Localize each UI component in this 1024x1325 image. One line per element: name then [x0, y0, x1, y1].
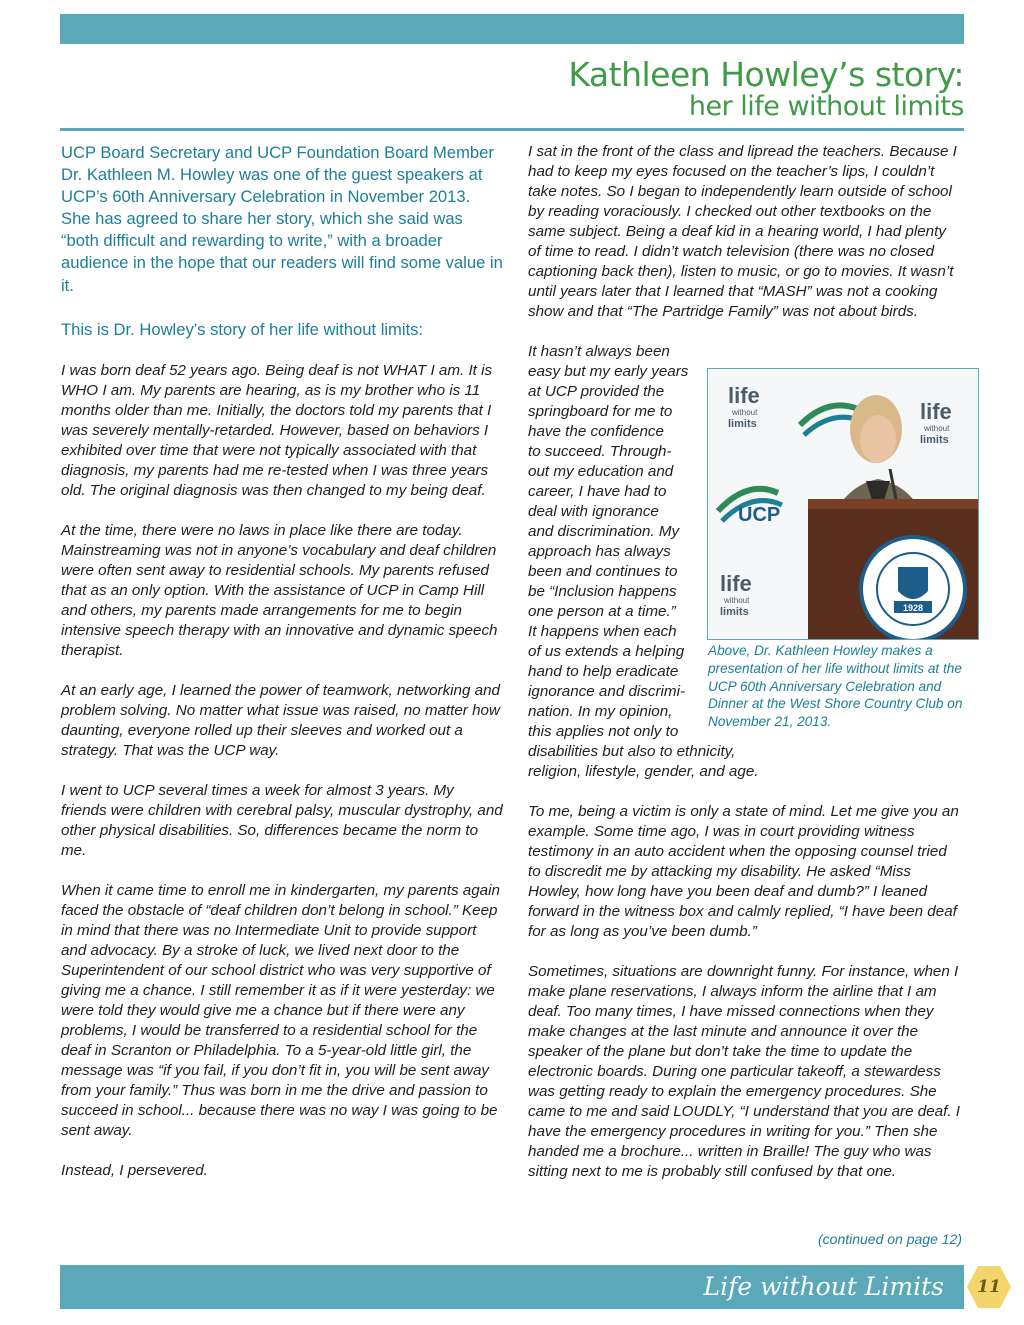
story-paragraph: Instead, I persevered.: [61, 1161, 208, 1179]
title-line-1: Kathleen Howley’s story:: [568, 55, 964, 94]
banner-limits-text: limits: [728, 418, 757, 430]
intro-paragraph: UCP Board Secretary and UCP Foundation Board Member Dr. Kathleen M. Howley was one of the guest speakers at UCP’s 60th Anniversary Celebration in November 2013. She has agreed to share her story, which she said was “both difficult and rewarding to write,” with a broader audience in the hope that our readers will find some value in it.: [61, 143, 503, 295]
wrapped-line: out my education and: [528, 463, 674, 480]
wrapped-line: one person at a time.”: [528, 603, 676, 620]
continued-note: (continued on page 12): [818, 1231, 962, 1247]
wrapped-line: easy but my early years: [528, 363, 689, 380]
story-paragraph: At the time, there were no laws in place like there are today. Mainstreaming was not in anyone’s vocabulary and deaf children were often sent away to residential schools. My parents refused that as an only option. With the assistance of UCP in Camp Hill and others, my parents made arrangements for me to begin intensive speech therapy with an innovative and dynamic speech therapist.: [61, 521, 498, 659]
wrapped-line: and discrimination. My: [528, 523, 680, 540]
wrapped-line: have the confidence: [528, 423, 664, 440]
title-line-2: her life without limits: [688, 90, 964, 122]
page-number: 11: [977, 1277, 1001, 1297]
wrapped-line: of us extends a helping: [528, 643, 685, 660]
wrapped-line: deal with ignorance: [528, 503, 659, 520]
story-paragraph: When it came time to enroll me in kindergarten, my parents again faced the obstacle of “deaf children don’t belong in school.” Keep in mind that there was no Intermediate Unit to provide support and advocacy. By a stroke of luck, we lived next door to the Superintendent of our school district who was very supportive of giving me a chance. I still remember it as if it were yesterday: we were told they would give me a chance but if there were any problems, I would be transferred to a residential school for the deaf in Scranton or Philadelphia. To a 5-year-old little girl, the message was “if you fail, if you don’t fit in, you will be sent away from your family.” Thus was born in me the drive and passion to succeed in school... because there was no way I was going to be sent away.: [61, 881, 500, 1139]
banner-limits-text: limits: [720, 606, 749, 618]
banner-life-text: life: [920, 399, 952, 424]
banner-without-text: without: [732, 408, 758, 417]
seal-year: 1928: [902, 603, 924, 613]
wrapped-line: approach has always: [528, 543, 671, 560]
publication-name: Life without Limits: [703, 1272, 944, 1301]
wrapped-line: nation. In my opinion,: [528, 703, 673, 720]
wrapped-line: disabilities but also to ethnicity,: [528, 743, 736, 760]
banner-without-text: without: [924, 424, 950, 433]
story-paragraph: I was born deaf 52 years ago. Being deaf is not WHAT I am. It is WHO I am. My parents are hearing, as is my brother who is 11 months older than me. Initially, the doctors told my parents that I was severely mentally-retarded. However, based on behaviors I exhibited over time that were not typically associated with that diagnosis, my parents had me re-tested when I was three years old. The original diagnosis was then changed to my being deaf.: [61, 361, 493, 499]
wrapped-line: this applies not only to: [528, 723, 679, 740]
wrapped-line: been and continues to: [528, 563, 678, 580]
photo-caption: Above, Dr. Kathleen Howley makes a presentation of her life without limits at the UCP 60th Anniversary Celebration and Dinner at the West Shore Country Club on November 21, 2013.: [708, 643, 963, 730]
speaker-photo-illustration: [708, 369, 978, 639]
wrapped-line: It happens when each: [528, 623, 677, 640]
wrapped-line: It hasn’t always been: [528, 343, 670, 360]
banner-life-text: life: [728, 383, 760, 408]
story-paragraph: I sat in the front of the class and lipread the teachers. Because I had to keep my eyes focused on the teacher’s lips, I couldn’t take notes. So I began to independently learn outside of school by reading voraciously. I checked out other textbooks on the same subject. Being a deaf kid in a hearing world, I had plenty of time to read. I didn’t watch television (there was no closed captioning back then), listen to music, or go to movies. It wasn’t until years later that I learned that “MASH” was not a cooking show and that “The Partridge Family” was not about birds.: [528, 143, 957, 320]
banner-without-text: without: [724, 596, 750, 605]
wrapped-line: be “Inclusion happens: [528, 583, 677, 600]
wrapped-line: at UCP provided the: [528, 383, 665, 400]
banner-limits-text: limits: [920, 434, 949, 446]
article-title: [568, 55, 964, 122]
wrapped-line: religion, lifestyle, gender, and age.: [528, 763, 759, 780]
ucp-logo-text: UCP: [738, 504, 781, 526]
story-paragraph: At an early age, I learned the power of teamwork, networking and problem solving. No matter what issue was raised, no matter how daunting, everyone rolled up their sleeves and worked out a strategy. That was the UCP way.: [61, 681, 500, 759]
wrapped-line: hand to help eradicate: [528, 663, 679, 680]
wrapped-line: to succeed. Through-: [528, 443, 672, 460]
wrapped-line: springboard for me to: [528, 403, 673, 420]
banner-life-text: life: [720, 571, 752, 596]
wrapped-line: ignorance and discrimi-: [528, 683, 686, 700]
intro-lead-in: This is Dr. Howley’s story of her life without limits:: [61, 319, 424, 339]
left-column: [61, 142, 503, 1201]
story-paragraph: I went to UCP several times a week for almost 3 years. My friends were children with cerebral palsy, muscular dystrophy, and other physical disabilities. So, differences became the norm to me.: [61, 781, 503, 859]
header-bar: [60, 14, 964, 44]
wrapped-line: career, I have had to: [528, 483, 667, 500]
story-paragraph: Sometimes, situations are downright funny. For instance, when I make plane reservations, I always inform the airline that I am deaf. Too many times, I have missed connections when they make changes at the last minute and announce it over the speaker of the plane but don’t take the time to update the electronic boards. During one particular takeoff, a stewardess was getting ready to explain the emergency procedures. She came to me and said LOUDLY, “I understand that you are deaf. I have the emergency procedures in writing for you.” Then she handed me a brochure... written in Braille! The guy who was sitting next to me is probably still confused by that one.: [528, 963, 960, 1180]
title-divider: [60, 128, 964, 131]
speaker-photo: [707, 368, 979, 640]
story-paragraph: To me, being a victim is only a state of mind. Let me give you an example. Some time ago, I was in court providing witness testimony in an auto accident when the opposing counsel tried to discredit me by attacking my disability. He asked “Miss Howley, how long have you been deaf and dumb?” I leaned forward in the witness box and calmly replied, “I have been deaf for as long as you’ve been dumb.”: [528, 803, 959, 940]
